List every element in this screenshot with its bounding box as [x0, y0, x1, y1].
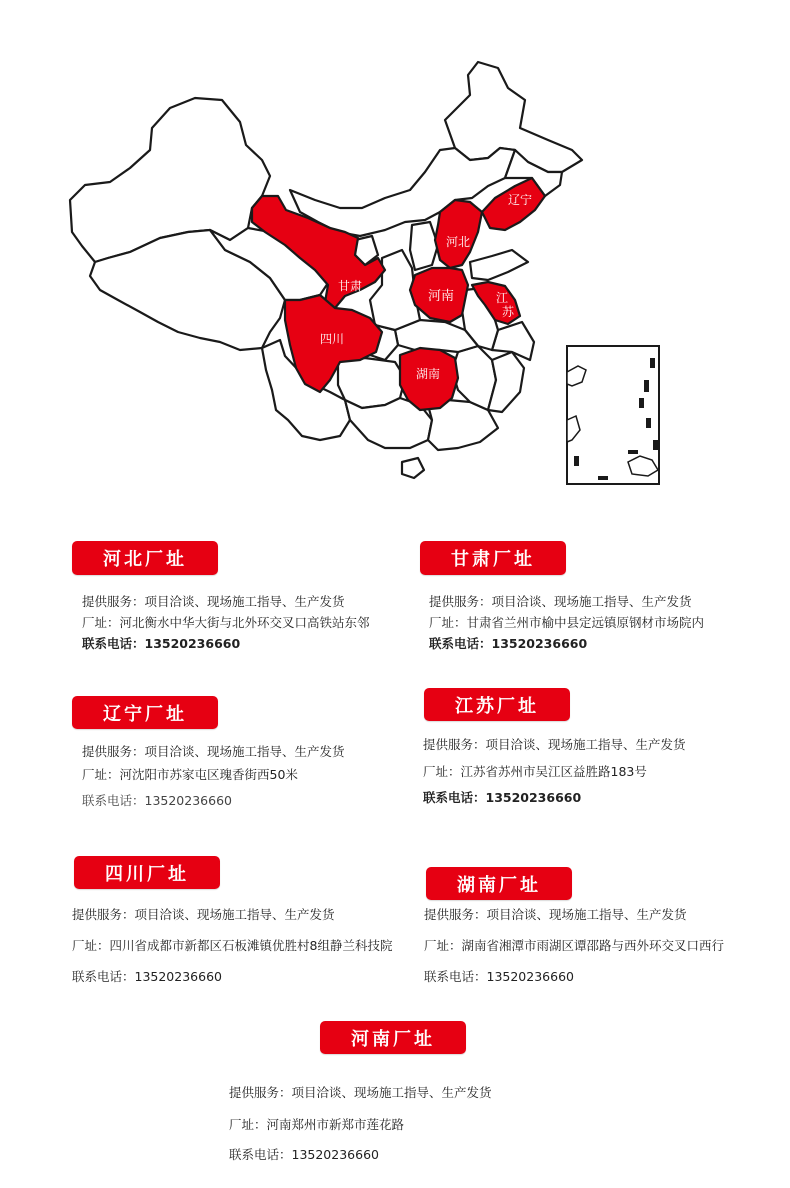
sichuan-phone: 联系电话：13520236660 — [72, 969, 222, 984]
china-map — [0, 0, 790, 500]
henan-title: 河南厂址 — [351, 1028, 435, 1050]
jiangsu-address: 厂址：江苏省苏州市吴江区益胜路183号 — [423, 764, 647, 779]
gansu-service: 提供服务：项目洽谈、现场施工指导、生产发货 — [429, 594, 692, 609]
sichuan-title: 四川厂址 — [105, 863, 189, 885]
map-region-hebei — [435, 200, 482, 268]
jiangsu-phone: 联系电话：13520236660 — [423, 790, 582, 805]
south-china-sea-inset — [567, 346, 659, 484]
map-label-henan: 河南 — [428, 289, 455, 304]
liaoning-service: 提供服务：项目洽谈、现场施工指导、生产发货 — [82, 744, 345, 759]
map-region-shandong — [470, 250, 528, 280]
map-label-hunan: 湖南 — [416, 367, 441, 381]
hebei-title-badge — [72, 541, 218, 575]
hebei-address: 厂址：河北衡水中华大街与北外环交叉口高铁站东邻 — [82, 615, 370, 630]
hunan-service: 提供服务：项目洽谈、现场施工指导、生产发货 — [424, 907, 687, 922]
jiangsu-service: 提供服务：项目洽谈、现场施工指导、生产发货 — [423, 737, 686, 752]
liaoning-title-badge — [72, 696, 218, 729]
hunan-phone: 联系电话：13520236660 — [424, 969, 574, 984]
liaoning-phone: 联系电话：13520236660 — [82, 793, 232, 808]
jiangsu-title: 江苏厂址 — [455, 695, 539, 717]
sichuan-address: 厂址：四川省成都市新都区石板滩镇优胜村8组静兰科技院 — [72, 938, 393, 953]
liaoning-title: 辽宁厂址 — [103, 703, 187, 725]
henan-phone: 联系电话：13520236660 — [229, 1147, 379, 1162]
sichuan-title-badge — [74, 856, 220, 889]
henan-title-badge — [320, 1021, 466, 1054]
map-label-hebei: 河北 — [446, 235, 471, 249]
map-label-gansu: 甘肃 — [338, 279, 363, 293]
gansu-address: 厂址：甘肃省兰州市榆中县定远镇原钢材市场院内 — [429, 615, 705, 630]
map-label-jiangsu-1: 江 — [496, 291, 509, 305]
gansu-phone: 联系电话：13520236660 — [429, 636, 588, 651]
hunan-title: 湖南厂址 — [457, 874, 541, 896]
jiangsu-title-badge — [424, 688, 570, 721]
hebei-phone: 联系电话：13520236660 — [82, 636, 241, 651]
henan-address: 厂址：河南郑州市新郑市莲花路 — [229, 1117, 405, 1132]
hebei-title: 河北厂址 — [103, 549, 187, 570]
map-region-hainan — [402, 458, 424, 478]
map-label-sichuan: 四川 — [320, 332, 345, 346]
gansu-title: 甘肃厂址 — [451, 549, 535, 570]
map-label-liaoning: 辽宁 — [508, 193, 533, 207]
sichuan-service: 提供服务：项目洽谈、现场施工指导、生产发货 — [72, 907, 335, 922]
map-region-shanxi — [410, 222, 438, 270]
gansu-title-badge — [420, 541, 566, 575]
map-label-jiangsu-2: 苏 — [502, 305, 515, 319]
map-region-inner-mongolia — [290, 148, 515, 236]
liaoning-address: 厂址：河沈阳市苏家屯区瑰香街西50米 — [82, 767, 298, 782]
hunan-address: 厂址：湖南省湘潭市雨湖区谭邵路与西外环交叉口西行 — [424, 938, 725, 953]
henan-service: 提供服务：项目洽谈、现场施工指导、生产发货 — [229, 1085, 492, 1100]
hunan-title-badge — [426, 867, 572, 900]
hebei-service: 提供服务：项目洽谈、现场施工指导、生产发货 — [82, 594, 345, 609]
